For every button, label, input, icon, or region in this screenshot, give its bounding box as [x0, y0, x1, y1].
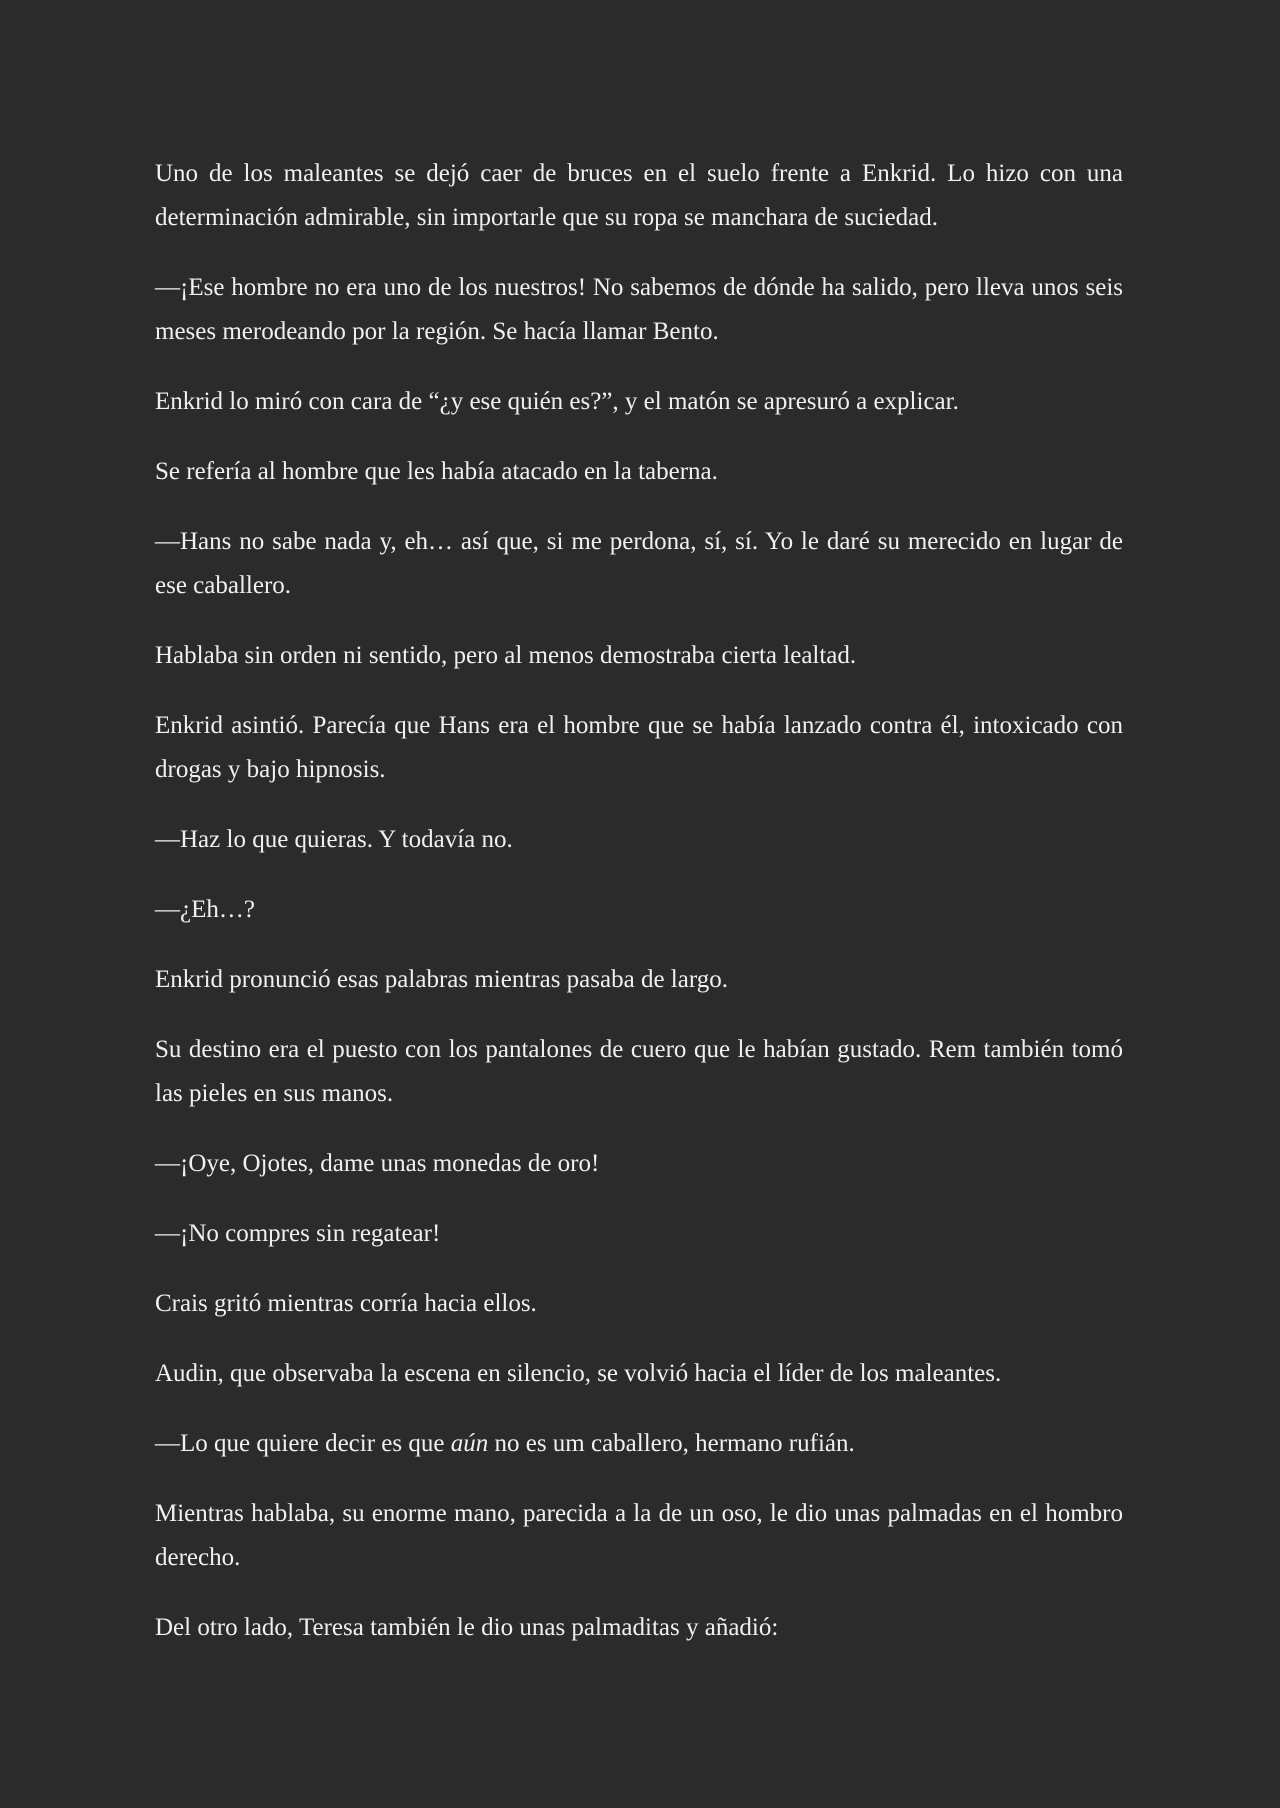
- paragraph-11: Su destino era el puesto con los pantalones de cuero que le habían gustado. Rem también tomó las pieles en sus manos.: [155, 1036, 1123, 1107]
- paragraph-15: Audin, que observaba la escena en silencio, se volvió hacia el líder de los maleantes.: [155, 1360, 1002, 1387]
- paragraph-4: Se refería al hombre que les había atacado en la taberna.: [155, 458, 718, 485]
- paragraph-16-before: —Lo que quiere decir es que: [155, 1430, 451, 1457]
- paragraph-8: —Haz lo que quieras. Y todavía no.: [155, 826, 513, 853]
- paragraph-7: Enkrid asintió. Parecía que Hans era el hombre que se había lanzado contra él, intoxicado con drogas y bajo hipnosis.: [155, 712, 1123, 783]
- paragraph-9: —¿Eh…?: [155, 896, 255, 923]
- paragraph-18: Del otro lado, Teresa también le dio unas palmaditas y añadió:: [155, 1614, 779, 1641]
- paragraph-16-emphasis: aún: [450, 1430, 489, 1457]
- paragraph-12: —¡Oye, Ojotes, dame unas monedas de oro!: [155, 1150, 600, 1177]
- paragraph-2: —¡Ese hombre no era uno de los nuestros! No sabemos de dónde ha salido, pero lleva unos seis meses merodeando por la región. Se hacía llamar Bento.: [155, 274, 1123, 345]
- paragraph-16: [155, 1422, 1123, 1466]
- paragraph-5: —Hans no sabe nada y, eh… así que, si me perdona, sí, sí. Yo le daré su merecido en lugar de ese caballero.: [155, 528, 1123, 599]
- paragraph-6: Hablaba sin orden ni sentido, pero al menos demostraba cierta lealtad.: [155, 642, 857, 669]
- paragraph-10: Enkrid pronunció esas palabras mientras pasaba de largo.: [155, 966, 728, 993]
- paragraph-16-after: no es um caballero, hermano rufián.: [488, 1430, 855, 1457]
- paragraph-17: Mientras hablaba, su enorme mano, parecida a la de un oso, le dio unas palmadas en el hombro derecho.: [155, 1500, 1123, 1571]
- paragraph-13: —¡No compres sin regatear!: [155, 1220, 441, 1247]
- reader-page: [155, 152, 1123, 1676]
- paragraph-14: Crais gritó mientras corría hacia ellos.: [155, 1290, 537, 1317]
- paragraph-3: Enkrid lo miró con cara de “¿y ese quién es?”, y el matón se apresuró a explicar.: [155, 388, 959, 415]
- paragraph-1: Uno de los maleantes se dejó caer de bruces en el suelo frente a Enkrid. Lo hizo con una determinación admirable, sin importarle que su ropa se manchara de suciedad.: [155, 160, 1123, 231]
